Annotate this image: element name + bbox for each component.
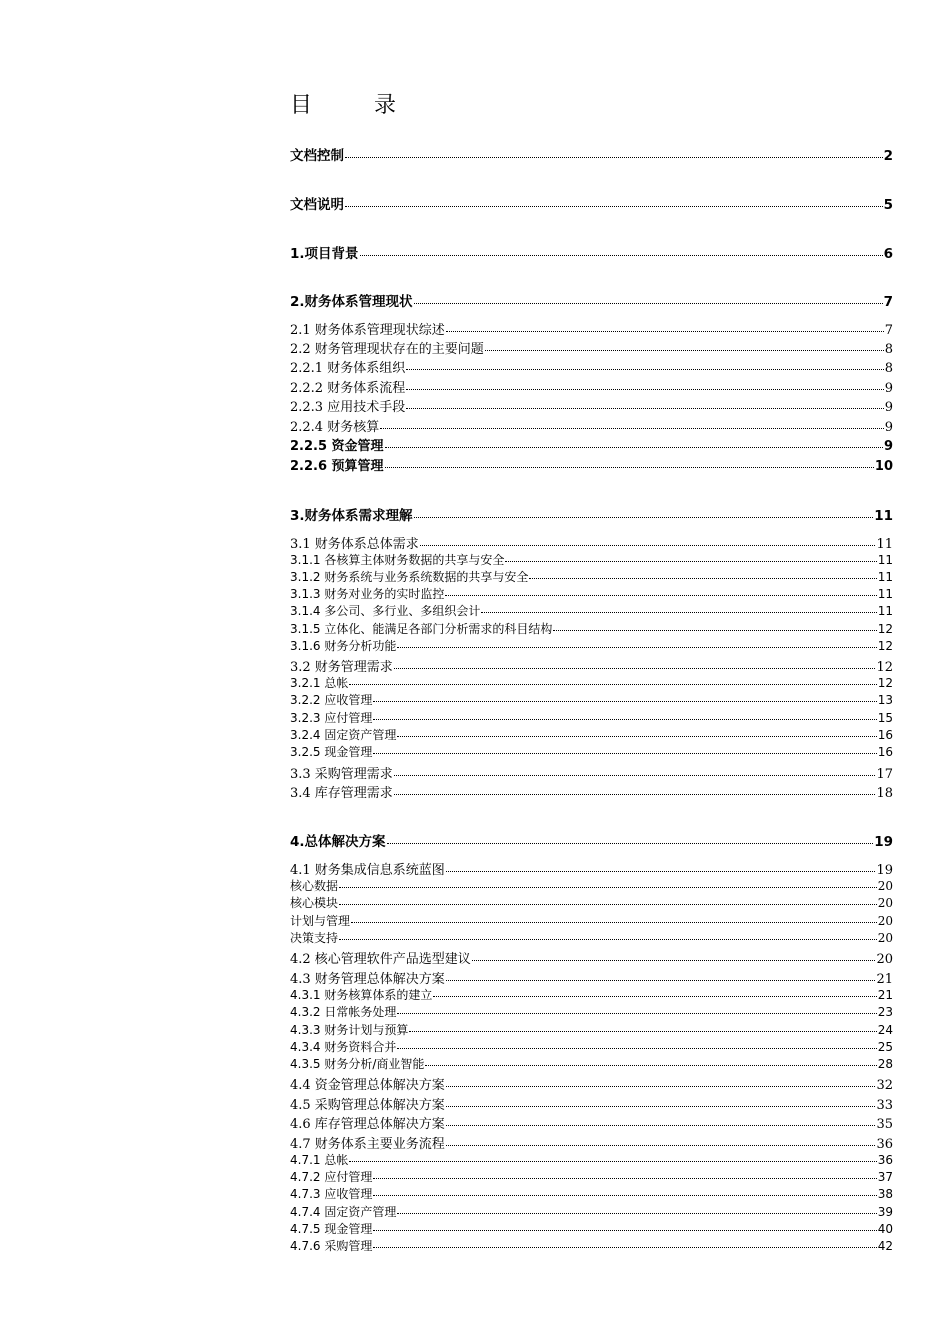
toc-entry-page-number: 18 <box>876 786 893 801</box>
toc-entry-label: 决策支持 <box>290 931 339 945</box>
toc-entry-page-number: 19 <box>874 834 893 850</box>
toc-leader-dots <box>529 577 876 579</box>
toc-leader-dots <box>446 330 884 332</box>
toc-entry-page-number: 11 <box>876 537 893 552</box>
toc-entry-page-number: 6 <box>883 246 893 262</box>
toc-entry-label: 2.2.2 财务体系流程 <box>290 381 406 396</box>
toc-title-char-1: 目 <box>290 93 313 118</box>
toc-entry-page-number: 39 <box>877 1205 893 1219</box>
toc-entry[interactable] <box>290 912 893 929</box>
toc-entry-label: 3.2.2 应收管理 <box>290 693 373 707</box>
toc-leader-dots <box>373 1246 876 1248</box>
toc-leader-dots <box>385 466 874 468</box>
toc-entry-page-number: 35 <box>876 1117 893 1132</box>
toc-entry-page-number: 9 <box>884 420 893 435</box>
toc-entry[interactable] <box>290 568 893 585</box>
toc-entry-page-number: 5 <box>883 197 893 213</box>
toc-leader-dots <box>406 368 884 370</box>
toc-entry-page-number: 9 <box>883 439 893 454</box>
toc-leader-dots <box>445 594 876 596</box>
toc-entry[interactable] <box>290 144 893 164</box>
toc-entry-label: 4.7.6 采购管理 <box>290 1239 373 1253</box>
toc-entry-page-number: 11 <box>874 508 893 524</box>
toc-entry[interactable] <box>290 1074 893 1093</box>
toc-entry[interactable] <box>290 620 893 637</box>
toc-entry-page-number: 32 <box>876 1078 893 1093</box>
toc-leader-dots <box>446 979 876 981</box>
toc-entry-label: 3.1.4 多公司、多行业、多组织会计 <box>290 604 481 618</box>
toc-leader-dots <box>345 156 883 158</box>
toc-leader-dots <box>373 1177 876 1179</box>
toc-leader-dots <box>397 1047 876 1049</box>
toc-entry-page-number: 36 <box>876 1137 893 1152</box>
toc-entry-label: 3.1.2 财务系统与业务系统数据的共享与安全 <box>290 570 529 584</box>
toc-leader-dots <box>420 544 876 546</box>
toc-entry-page-number: 21 <box>877 988 893 1002</box>
toc-entry-page-number: 25 <box>877 1040 893 1054</box>
toc-entry-label: 4.7.4 固定资产管理 <box>290 1205 397 1219</box>
toc-entry-page-number: 2 <box>883 148 893 164</box>
toc-leader-dots <box>373 1194 876 1196</box>
toc-entry-label: 4.5 采购管理总体解决方案 <box>290 1098 445 1113</box>
toc-entry-label: 3.2.3 应付管理 <box>290 711 373 725</box>
toc-entry-label: 4.1 财务集成信息系统蓝图 <box>290 863 445 878</box>
toc-entry-label: 4.3.2 日常帐务处理 <box>290 1005 397 1019</box>
toc-entry-page-number: 16 <box>877 745 893 759</box>
toc-leader-dots <box>446 1124 876 1126</box>
toc-entry-page-number: 23 <box>877 1005 893 1019</box>
toc-entry-page-number: 11 <box>877 587 893 601</box>
toc-entry-page-number: 40 <box>877 1222 893 1236</box>
toc-leader-dots <box>345 205 883 207</box>
toc-leader-dots <box>481 611 876 613</box>
toc-entry-label: 4.6 库存管理总体解决方案 <box>290 1117 445 1132</box>
toc-entry-page-number: 8 <box>884 342 893 357</box>
toc-entry-label: 3.1.5 立体化、能满足各部门分析需求的科目结构 <box>290 622 553 636</box>
toc-entry-page-number: 12 <box>877 639 893 653</box>
toc-entry[interactable] <box>290 782 893 801</box>
toc-leader-dots <box>339 903 877 905</box>
toc-entry[interactable] <box>290 416 893 435</box>
toc-entry-label: 3.3 采购管理需求 <box>290 767 393 782</box>
toc-entry-page-number: 19 <box>876 863 893 878</box>
toc-entry-label: 核心数据 <box>290 879 339 893</box>
toc-entry-page-number: 7 <box>883 294 893 310</box>
toc-entry[interactable] <box>290 674 893 691</box>
toc-entry-label: 文档控制 <box>290 148 344 164</box>
toc-entry-label: 4.3.3 财务计划与预算 <box>290 1023 409 1037</box>
toc-leader-dots <box>446 1144 876 1146</box>
toc-entry[interactable] <box>290 968 893 987</box>
toc-leader-dots <box>425 1064 876 1066</box>
toc-leader-dots <box>394 793 876 795</box>
toc-entry-page-number: 20 <box>876 952 893 967</box>
toc-leader-dots <box>406 407 884 409</box>
toc-entry-page-number: 33 <box>876 1098 893 1113</box>
toc-entry-label: 文档说明 <box>290 197 344 213</box>
toc-entry[interactable] <box>290 1168 893 1185</box>
toc-entry-label: 2.2 财务管理现状存在的主要问题 <box>290 342 484 357</box>
toc-entry-page-number: 15 <box>877 711 893 725</box>
toc-entry-label: 4.7.3 应收管理 <box>290 1187 373 1201</box>
toc-entry[interactable] <box>290 377 893 396</box>
toc-leader-dots <box>485 349 884 351</box>
toc-entry[interactable] <box>290 504 893 524</box>
toc-leader-dots <box>446 1085 876 1087</box>
toc-leader-dots <box>380 427 884 429</box>
toc-entry[interactable] <box>290 1133 893 1152</box>
toc-leader-dots <box>406 388 884 390</box>
toc-entry[interactable] <box>290 338 893 357</box>
toc-entry[interactable] <box>290 763 893 782</box>
toc-entry[interactable] <box>290 455 893 474</box>
toc-entry-label: 4.3 财务管理总体解决方案 <box>290 972 445 987</box>
toc-entry-label: 2.2.6 预算管理 <box>290 459 384 474</box>
toc-entry[interactable] <box>290 1237 893 1254</box>
toc-entry[interactable] <box>290 396 893 415</box>
toc-entry-label: 4.3.1 财务核算体系的建立 <box>290 988 433 1002</box>
toc-leader-dots <box>339 938 877 940</box>
toc-entry-label: 核心模块 <box>290 896 339 910</box>
toc-entry-label: 2.1 财务体系管理现状综述 <box>290 323 445 338</box>
toc-entry[interactable] <box>290 319 893 338</box>
toc-entry[interactable] <box>290 602 893 619</box>
toc-entry-page-number: 20 <box>877 931 893 945</box>
toc-title <box>290 88 396 119</box>
toc-entry[interactable] <box>290 1038 893 1055</box>
toc-entry[interactable] <box>290 1185 893 1202</box>
toc-entry[interactable] <box>290 709 893 726</box>
toc-entry-page-number: 28 <box>877 1057 893 1071</box>
toc-leader-dots <box>397 1012 876 1014</box>
toc-leader-dots <box>373 718 876 720</box>
toc-entry-label: 4.7.5 现金管理 <box>290 1222 373 1236</box>
toc-entry[interactable] <box>290 357 893 376</box>
toc-entry-label: 4.2 核心管理软件产品选型建议 <box>290 952 471 967</box>
toc-entry-page-number: 42 <box>877 1239 893 1253</box>
toc-entry-page-number: 12 <box>876 660 893 675</box>
toc-entry-page-number: 24 <box>877 1023 893 1037</box>
toc-leader-dots <box>339 886 877 888</box>
toc-leader-dots <box>553 629 876 631</box>
toc-leader-dots <box>351 921 877 923</box>
toc-entry[interactable] <box>290 929 893 946</box>
toc-entry-page-number: 38 <box>877 1187 893 1201</box>
toc-leader-dots <box>414 516 874 518</box>
toc-leader-dots <box>409 1030 876 1032</box>
toc-leader-dots <box>505 560 876 562</box>
toc-entry-page-number: 17 <box>876 767 893 782</box>
toc-entry-label: 3.1.6 财务分析功能 <box>290 639 397 653</box>
toc-entry-page-number: 20 <box>877 896 893 910</box>
toc-entry[interactable] <box>290 859 893 878</box>
toc-entry-page-number: 12 <box>877 676 893 690</box>
toc-leader-dots <box>414 302 883 304</box>
toc-leader-dots <box>360 254 883 256</box>
toc-title-char-2: 录 <box>374 93 397 118</box>
toc-entry-label: 4.3.5 财务分析/商业智能 <box>290 1057 425 1071</box>
toc-entry-label: 3.2.4 固定资产管理 <box>290 728 397 742</box>
toc-leader-dots <box>349 1160 876 1162</box>
toc-entry-page-number: 12 <box>877 622 893 636</box>
toc-entry[interactable] <box>290 1021 893 1038</box>
toc-entry-label: 2.2.4 财务核算 <box>290 420 380 435</box>
toc-entry[interactable] <box>290 193 893 213</box>
toc-entry-label: 3.2.5 现金管理 <box>290 745 373 759</box>
toc-entry[interactable] <box>290 1094 893 1113</box>
toc-entry[interactable] <box>290 1003 893 1020</box>
toc-entry[interactable] <box>290 290 893 310</box>
toc-entry-page-number: 20 <box>877 879 893 893</box>
toc-entry[interactable] <box>290 986 893 1003</box>
toc-entry[interactable] <box>290 551 893 568</box>
toc-entry-label: 2.2.5 资金管理 <box>290 439 384 454</box>
toc-entry[interactable] <box>290 691 893 708</box>
toc-entry-page-number: 11 <box>877 553 893 567</box>
toc-leader-dots <box>397 646 876 648</box>
toc-entry[interactable] <box>290 1220 893 1237</box>
toc-entry-label: 1.项目背景 <box>290 246 359 262</box>
toc-leader-dots <box>446 870 876 872</box>
toc-entry-page-number: 9 <box>884 381 893 396</box>
toc-entry[interactable] <box>290 948 893 967</box>
toc-entry-label: 3.财务体系需求理解 <box>290 508 413 524</box>
toc-entry-page-number: 9 <box>884 400 893 415</box>
toc-entry[interactable] <box>290 743 893 760</box>
toc-entry-label: 4.7 财务体系主要业务流程 <box>290 1137 445 1152</box>
toc-entry-page-number: 11 <box>877 604 893 618</box>
toc-entry-page-number: 36 <box>877 1153 893 1167</box>
toc-leader-dots <box>373 700 876 702</box>
toc-entry-label: 3.1.1 各核算主体财务数据的共享与安全 <box>290 553 505 567</box>
toc-leader-dots <box>373 1229 876 1231</box>
toc-entry-label: 4.3.4 财务资料合并 <box>290 1040 397 1054</box>
toc-entry[interactable] <box>290 656 893 675</box>
toc-entry-page-number: 21 <box>876 972 893 987</box>
toc-entry-label: 3.2 财务管理需求 <box>290 660 393 675</box>
toc-entry-label: 4.4 资金管理总体解决方案 <box>290 1078 445 1093</box>
toc-entry-page-number: 11 <box>877 570 893 584</box>
toc-entry[interactable] <box>290 830 893 850</box>
toc-entry-label: 4.总体解决方案 <box>290 834 386 850</box>
toc-entry-label: 3.4 库存管理需求 <box>290 786 393 801</box>
toc-entry-label: 3.1 财务体系总体需求 <box>290 537 419 552</box>
toc-entry-page-number: 20 <box>877 914 893 928</box>
toc-entry-label: 4.7.1 总帐 <box>290 1153 349 1167</box>
toc-entry[interactable] <box>290 1203 893 1220</box>
toc-entry-label: 2.2.3 应用技术手段 <box>290 400 406 415</box>
toc-entry-label: 4.7.2 应付管理 <box>290 1170 373 1184</box>
toc-leader-dots <box>349 683 876 685</box>
toc-entry[interactable] <box>290 242 893 262</box>
toc-entry[interactable] <box>290 637 893 654</box>
toc-leader-dots <box>394 774 876 776</box>
toc-entry[interactable] <box>290 533 893 552</box>
toc-entry[interactable] <box>290 894 893 911</box>
toc-entry-page-number: 13 <box>877 693 893 707</box>
toc-entry-page-number: 7 <box>884 323 893 338</box>
toc-leader-dots <box>373 752 876 754</box>
toc-entry-label: 计划与管理 <box>290 914 351 928</box>
toc-leader-dots <box>394 667 876 669</box>
toc-entry-label: 2.财务体系管理现状 <box>290 294 413 310</box>
toc-entry[interactable] <box>290 435 893 454</box>
toc-leader-dots <box>446 1105 876 1107</box>
toc-entry[interactable] <box>290 585 893 602</box>
toc-entry-page-number: 16 <box>877 728 893 742</box>
toc-leader-dots <box>397 735 876 737</box>
toc-entry-label: 3.1.3 财务对业务的实时监控 <box>290 587 445 601</box>
toc-entry[interactable] <box>290 1055 893 1072</box>
toc-entry-page-number: 10 <box>874 459 893 474</box>
toc-entry[interactable] <box>290 726 893 743</box>
toc-leader-dots <box>472 959 876 961</box>
toc-entry[interactable] <box>290 877 893 894</box>
toc-entry-page-number: 8 <box>884 361 893 376</box>
toc-leader-dots <box>397 1212 876 1214</box>
toc-leader-dots <box>433 995 876 997</box>
toc-entry-label: 2.2.1 财务体系组织 <box>290 361 406 376</box>
toc-entry[interactable] <box>290 1113 893 1132</box>
toc-leader-dots <box>387 842 874 844</box>
toc-entry-label: 3.2.1 总帐 <box>290 676 349 690</box>
toc-leader-dots <box>385 446 883 448</box>
toc-entry-page-number: 37 <box>877 1170 893 1184</box>
toc-entry[interactable] <box>290 1151 893 1168</box>
